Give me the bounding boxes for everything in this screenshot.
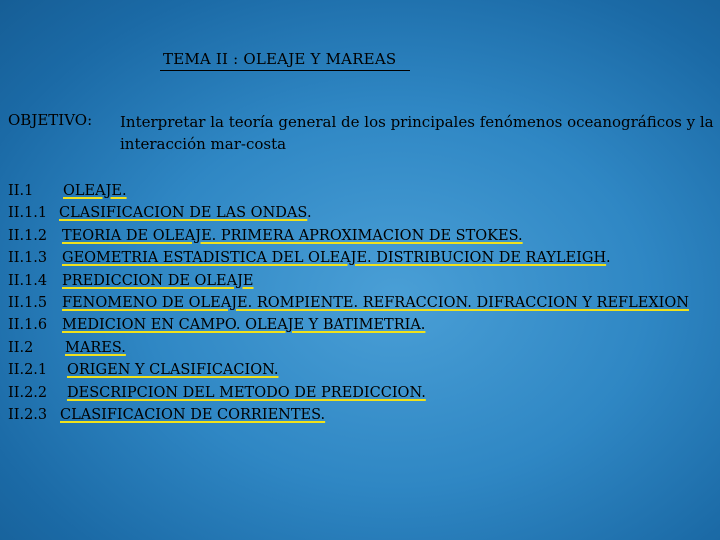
toc-item-link[interactable]: TEORIA DE OLEAJE. PRIMERA APROXIMACION DE STOKES.	[62, 227, 523, 244]
objective-line-1: Interpretar la teoría general de los principales fenómenos oceanográficos y la	[120, 113, 714, 131]
toc-item-link[interactable]: CLASIFICACION DE LAS ONDAS	[59, 205, 308, 222]
toc-item-link[interactable]: ORIGEN Y CLASIFICACION.	[67, 362, 279, 379]
toc-item-number: II.2.2	[8, 384, 48, 401]
toc-item-number: II.1.3	[8, 250, 48, 267]
objective-text	[120, 111, 720, 155]
toc-item-number: II.1.1	[8, 205, 48, 222]
title-underline	[160, 70, 410, 71]
toc-item	[8, 270, 720, 292]
toc-item	[8, 247, 720, 269]
toc-item-number: II.1	[8, 183, 34, 199]
toc-item-number: II.1.4	[8, 272, 48, 289]
toc-item-number: II.2.3	[8, 406, 48, 423]
toc-item	[8, 292, 720, 314]
toc-item-number: II.1.5	[8, 294, 48, 311]
table-of-contents	[8, 180, 720, 426]
toc-item	[8, 337, 720, 359]
toc-item	[8, 382, 720, 404]
toc-item-suffix: .	[307, 205, 312, 222]
toc-item-number: II.2.1	[8, 362, 48, 379]
toc-item-number: II.1.6	[8, 317, 48, 334]
toc-item	[8, 359, 720, 381]
toc-item-link[interactable]: MARES.	[65, 339, 126, 356]
toc-item-link[interactable]: MEDICION EN CAMPO. OLEAJE Y BATIMETRIA.	[62, 317, 426, 334]
toc-item-link[interactable]: DESCRIPCION DEL METODO DE PREDICCION.	[67, 384, 426, 401]
page-title: TEMA II : OLEAJE Y MAREAS	[163, 50, 397, 68]
toc-item-number: II.1.2	[8, 227, 48, 244]
toc-item-link[interactable]: OLEAJE.	[63, 183, 127, 199]
toc-item	[8, 202, 720, 224]
toc-item	[8, 404, 720, 426]
objective-line-2: interacción mar-costa	[120, 135, 287, 153]
toc-item-number: II.2	[8, 339, 34, 356]
objective-label: OBJETIVO:	[8, 111, 93, 129]
toc-item	[8, 180, 720, 202]
toc-item-link[interactable]: PREDICCION DE OLEAJE	[62, 272, 254, 289]
toc-item	[8, 314, 720, 336]
toc-item-link[interactable]: FENOMENO DE OLEAJE. ROMPIENTE. REFRACCION. DIFRACCION Y REFLEXION	[62, 294, 689, 311]
toc-item	[8, 225, 720, 247]
toc-item-link[interactable]: GEOMETRIA ESTADISTICA DEL OLEAJE. DISTRIBUCION DE RAYLEIGH	[62, 250, 607, 267]
toc-item-link[interactable]: CLASIFICACION DE CORRIENTES.	[60, 406, 326, 423]
toc-item-suffix: .	[606, 250, 611, 267]
